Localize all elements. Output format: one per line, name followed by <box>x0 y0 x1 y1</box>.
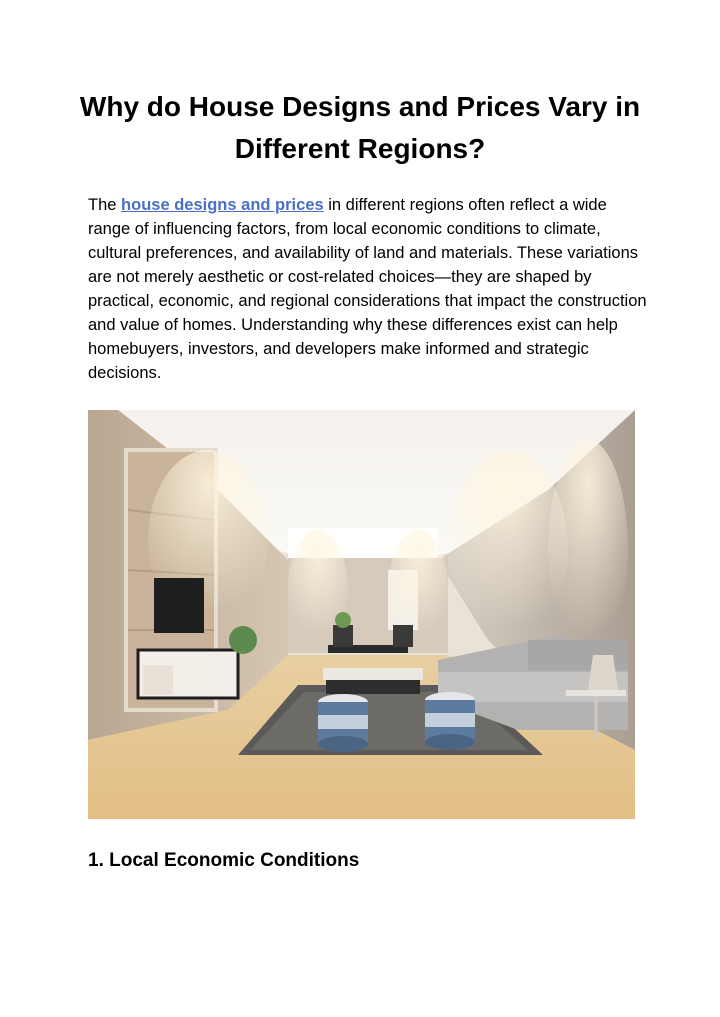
intro-text-rest: in different regions often reflect a wide range of influencing factors, from local economic conditions to climate, cultural preferences, and availability of land and materials. These variations are not merely aesthetic or cost-related choices—they are shaped by practical, economic, and regional considerations that impact the construction and value of homes. Understanding why these differences exist can help homebuyers, investors, and developers make informed and strategic decisions. <box>88 196 647 382</box>
intro-paragraph <box>88 193 648 385</box>
house-designs-link[interactable]: house designs and prices <box>121 196 324 214</box>
intro-text-start: The <box>88 196 122 214</box>
page-title: Why do House Designs and Prices Vary in Different Regions? <box>79 91 641 164</box>
section-heading: 1. Local Economic Conditions <box>88 850 360 871</box>
living-room-photo <box>88 410 635 819</box>
